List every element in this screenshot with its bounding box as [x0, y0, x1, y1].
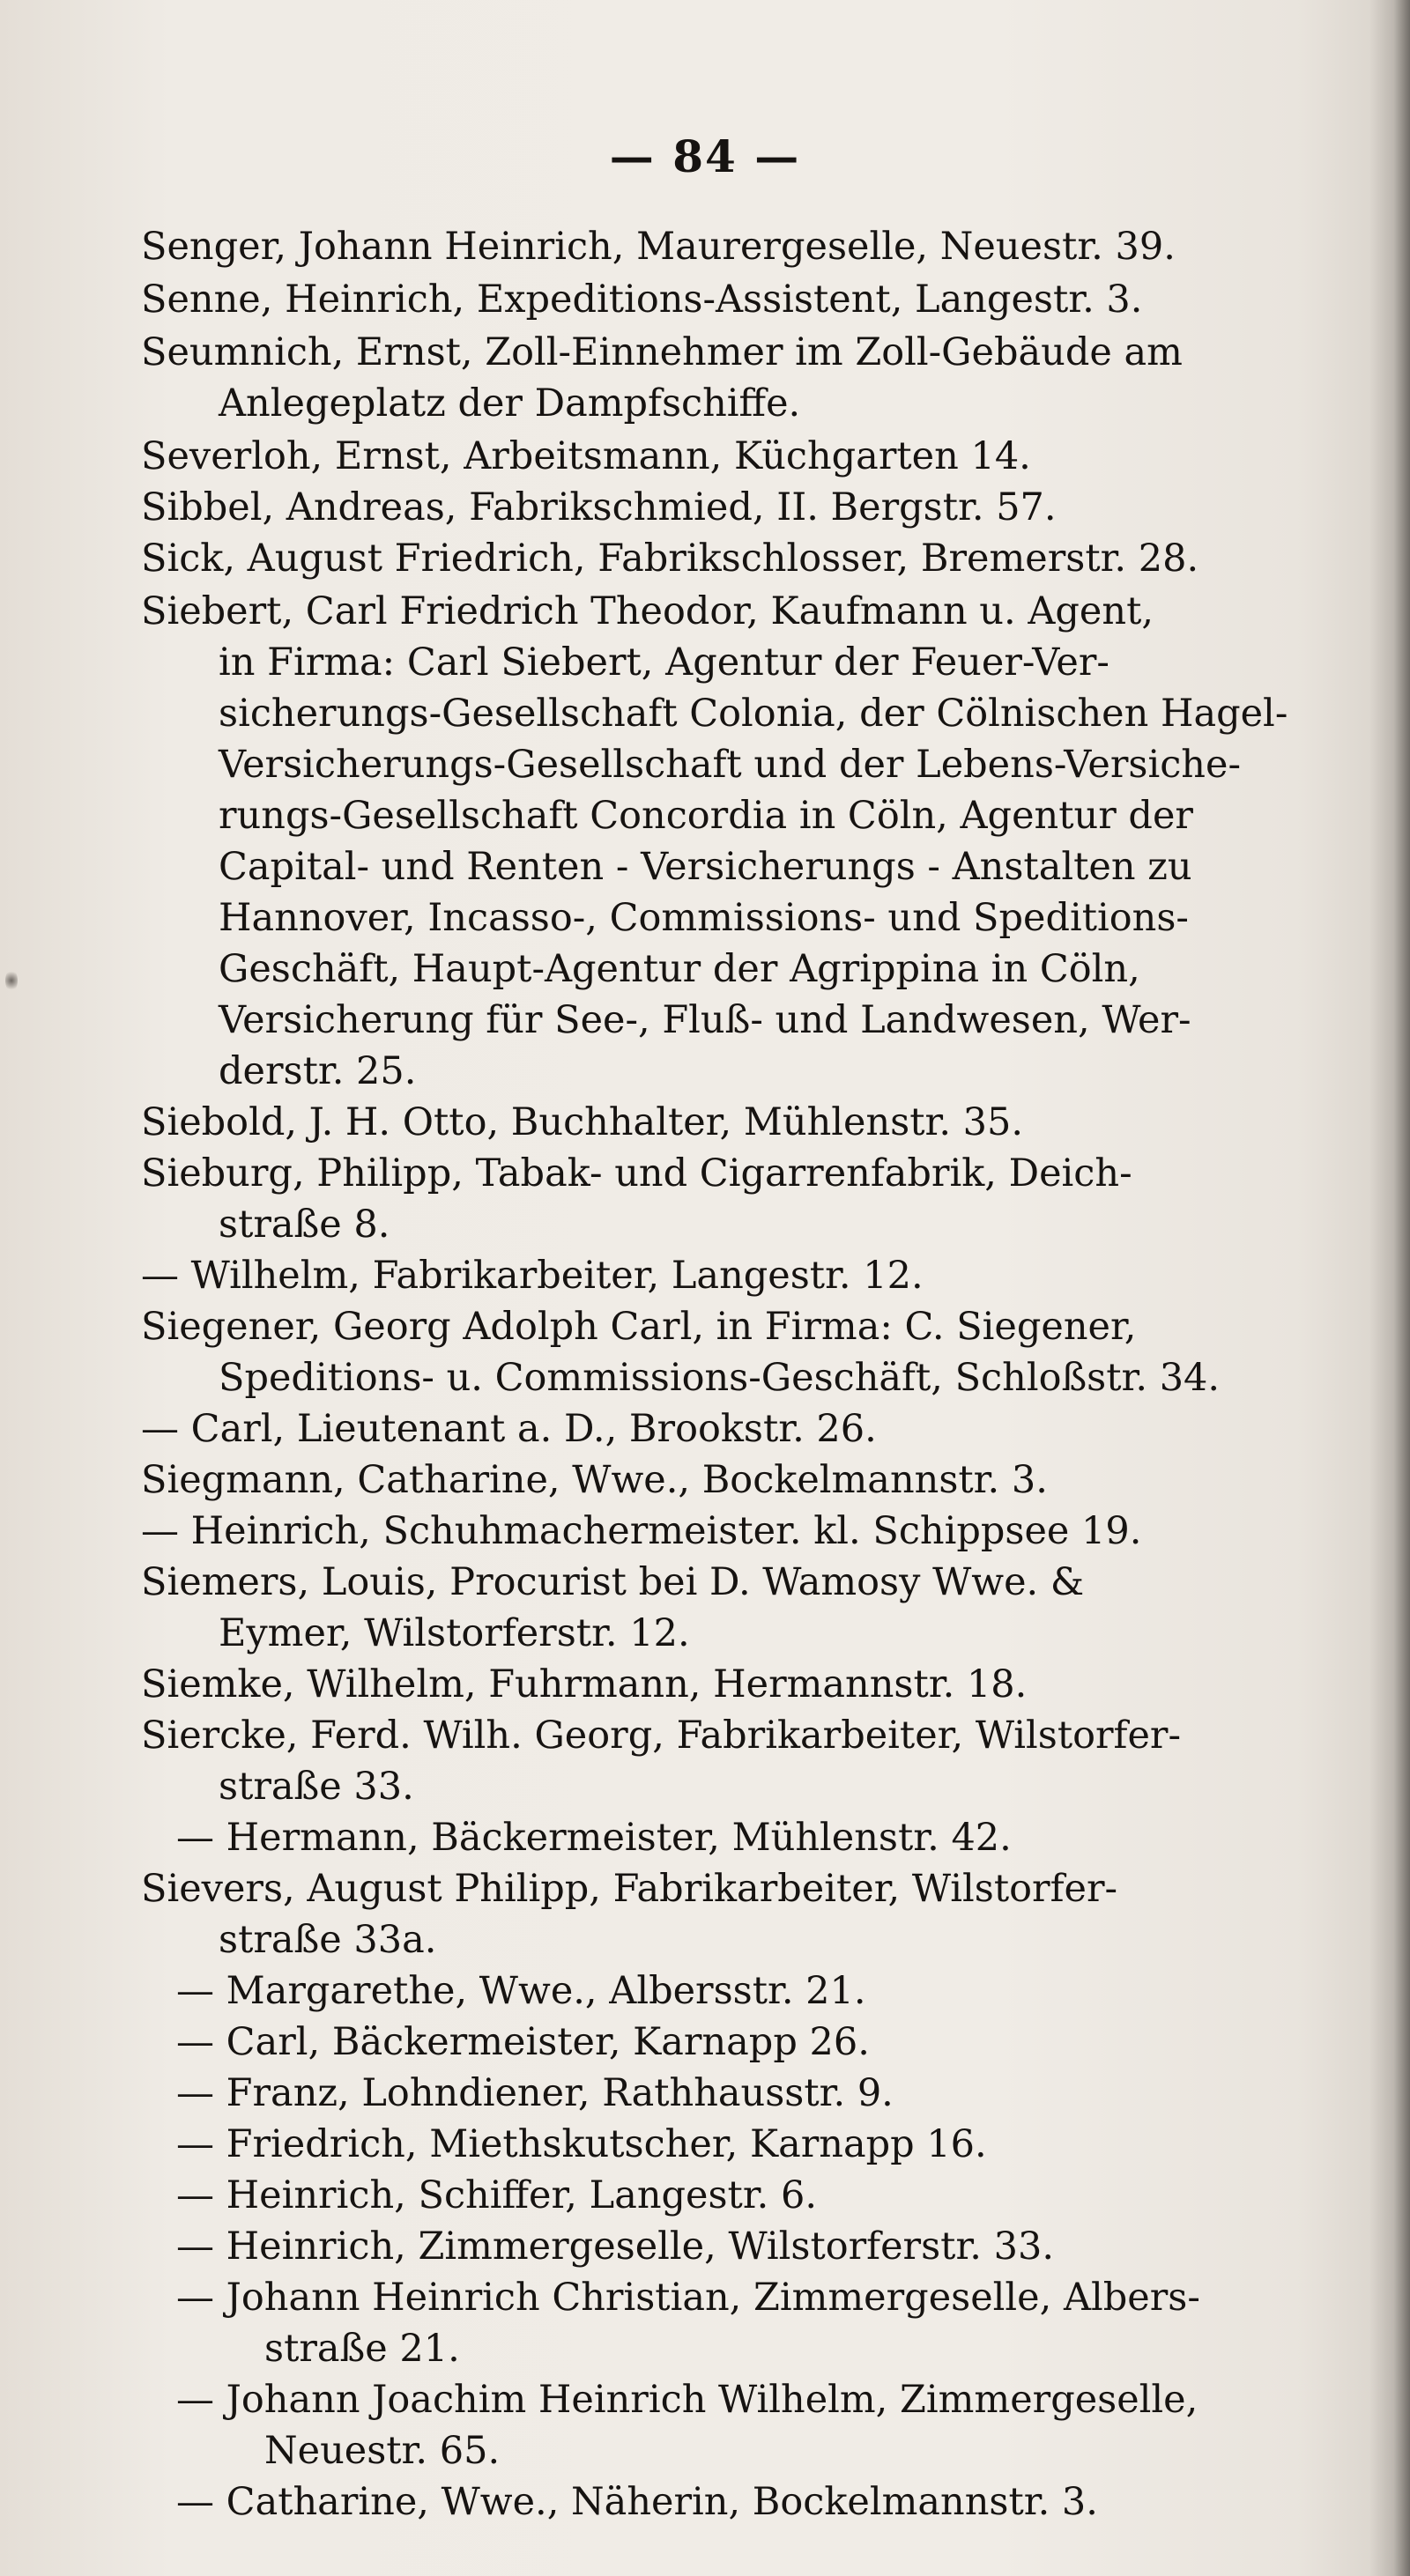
entry-line: Geschäft, Haupt-Agentur der Agrippina in Cöln,	[219, 947, 1140, 991]
entry-line: Siercke, Ferd. Wilh. Georg, Fabrikarbeiter, Wilstorfer-	[141, 1714, 1182, 1758]
entry-line: — Johann Heinrich Christian, Zimmergeselle, Albers-	[176, 2276, 1200, 2320]
entry-line: rungs-Gesellschaft Concordia in Cöln, Agentur der	[219, 794, 1193, 838]
entry-line: Anlegeplatz der Dampfschiffe.	[219, 381, 801, 426]
entry-line: Versicherung für See-, Fluß- und Landwesen, Wer-	[219, 998, 1191, 1042]
entry-line: — Carl, Lieutenant a. D., Brookstr. 26.	[141, 1407, 877, 1451]
entry-line: straße 33a.	[219, 1918, 437, 1962]
entry-line: Siemers, Louis, Procurist bei D. Wamosy Wwe. &	[141, 1560, 1085, 1604]
entry-line: Siegener, Georg Adolph Carl, in Firma: C. Siegener,	[141, 1305, 1137, 1349]
entry-line: — Franz, Lohndiener, Rathhausstr. 9.	[176, 2071, 894, 2115]
entry-line: Siebold, J. H. Otto, Buchhalter, Mühlenstr. 35.	[141, 1100, 1024, 1144]
entry-line: straße 33.	[219, 1765, 414, 1809]
entry-line: Eymer, Wilstorferstr. 12.	[219, 1611, 690, 1655]
entry-line: — Heinrich, Schiffer, Langestr. 6.	[176, 2173, 818, 2217]
entry-line: Sievers, August Philipp, Fabrikarbeiter, Wilstorfer-	[141, 1867, 1118, 1911]
entry-line: — Heinrich, Schuhmachermeister. kl. Schippsee 19.	[141, 1509, 1142, 1553]
entry-line: Sick, August Friedrich, Fabrikschlosser, Bremerstr. 28.	[141, 537, 1199, 581]
entry-line: — Carl, Bäckermeister, Karnapp 26.	[176, 2020, 870, 2064]
entry-line: in Firma: Carl Siebert, Agentur der Feuer-Ver-	[219, 640, 1109, 685]
entry-line: Severloh, Ernst, Arbeitsmann, Küchgarten 14.	[141, 434, 1031, 478]
entry-line: Siegmann, Catharine, Wwe., Bockelmannstr. 3.	[141, 1458, 1048, 1502]
entry-line: Senger, Johann Heinrich, Maurergeselle, Neuestr. 39.	[141, 225, 1176, 269]
entry-line: derstr. 25.	[219, 1049, 417, 1093]
entry-line: Seumnich, Ernst, Zoll-Einnehmer im Zoll-Gebäude am	[141, 330, 1183, 374]
entry-line: Hannover, Incasso-, Commissions- und Speditions-	[219, 896, 1189, 940]
entry-line: Capital- und Renten - Versicherungs - Anstalten zu	[219, 845, 1192, 889]
entry-line: Speditions- u. Commissions-Geschäft, Schloßstr. 34.	[219, 1356, 1221, 1400]
entry-line: Siebert, Carl Friedrich Theodor, Kaufmann u. Agent,	[141, 589, 1154, 633]
entry-line: Versicherungs-Gesellschaft und der Lebens-Versiche-	[219, 743, 1241, 787]
entry-line: Senne, Heinrich, Expeditions-Assistent, Langestr. 3.	[141, 278, 1143, 322]
entry-line: Sibbel, Andreas, Fabrikschmied, II. Bergstr. 57.	[141, 485, 1057, 529]
entry-line: — Catharine, Wwe., Näherin, Bockelmannstr. 3.	[176, 2480, 1098, 2524]
page-number: — 84 —	[609, 130, 801, 182]
entry-line: — Wilhelm, Fabrikarbeiter, Langestr. 12.	[141, 1254, 924, 1298]
entry-line: Sieburg, Philipp, Tabak- und Cigarrenfabrik, Deich-	[141, 1151, 1132, 1195]
entry-line: Neuestr. 65.	[264, 2429, 501, 2473]
entry-line: — Johann Joachim Heinrich Wilhelm, Zimmergeselle,	[176, 2378, 1198, 2422]
entry-line: — Friedrich, Miethskutscher, Karnapp 16.	[176, 2122, 987, 2166]
entry-line: straße 21.	[264, 2327, 460, 2371]
entry-line: straße 8.	[219, 1203, 390, 1247]
entry-line: — Hermann, Bäckermeister, Mühlenstr. 42.	[176, 1816, 1012, 1860]
entry-line: — Margarethe, Wwe., Albersstr. 21.	[176, 1969, 866, 2013]
entry-line: Siemke, Wilhelm, Fuhrmann, Hermannstr. 18.	[141, 1662, 1028, 1706]
entry-line: — Heinrich, Zimmergeselle, Wilstorferstr. 33.	[176, 2224, 1054, 2269]
entry-line: sicherungs-Gesellschaft Colonia, der Cölnischen Hagel-	[219, 692, 1288, 736]
